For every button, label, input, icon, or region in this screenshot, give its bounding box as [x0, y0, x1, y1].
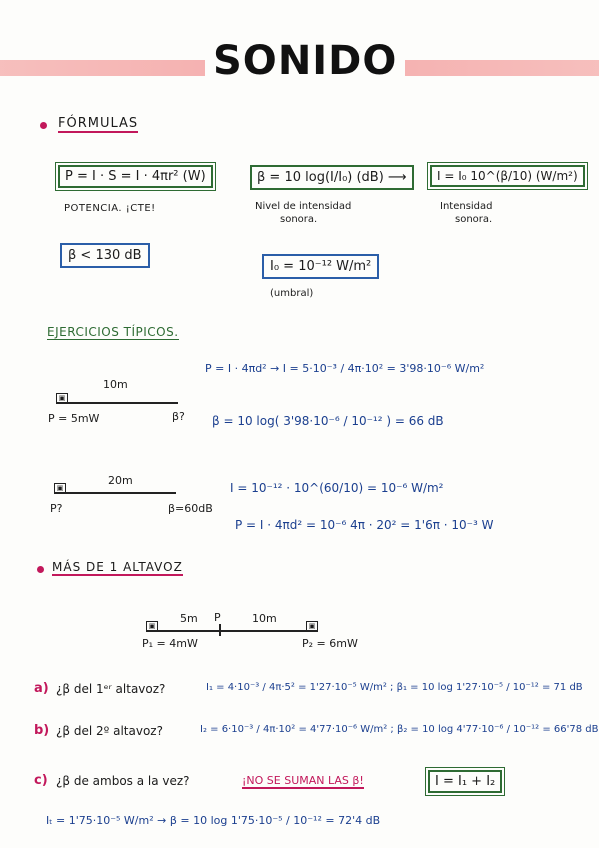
page-title: SONIDO	[205, 38, 405, 84]
ex3-p2: P₂ = 6mW	[302, 637, 358, 650]
formula-limite: β < 130 dB	[60, 243, 150, 268]
question-a-marker: a)	[34, 681, 49, 696]
distance-line	[146, 630, 318, 632]
label-intensidad-1: Intensidad	[440, 201, 493, 212]
question-c-marker: c)	[34, 773, 48, 788]
speaker-icon: ▣	[56, 393, 68, 404]
label-nivel-2: sonora.	[280, 214, 318, 225]
formula-umbral: I₀ = 10⁻¹² W/m²	[262, 254, 379, 279]
label-potencia: POTENCIA. ¡CTE!	[64, 203, 156, 214]
question-c: ¿β de ambos a la vez?	[56, 774, 190, 788]
ex2-beta: β=60dB	[168, 502, 213, 515]
formula-intensidad: I = I₀ 10^(β/10) (W/m²)	[430, 165, 585, 187]
question-b-marker: b)	[34, 723, 50, 738]
question-b: ¿β del 2º altavoz?	[56, 724, 163, 738]
ex3-d2: 10m	[252, 612, 277, 625]
label-intensidad-2: sonora.	[455, 214, 493, 225]
question-a: ¿β del 1ᵉʳ altavoz?	[56, 682, 166, 696]
ex1-power: P = 5mW	[48, 412, 100, 425]
warning-no-suman: ¡NO SE SUMAN LAS β!	[242, 774, 364, 787]
answer-b: I₂ = 6·10⁻³ / 4π·10² = 4'77·10⁻⁶ W/m² ; β₂ = 10 log 4'77·10⁻⁶ / 10⁻¹² = 66'78 dB	[200, 724, 599, 735]
label-nivel-1: Nivel de intensidad	[255, 201, 352, 212]
formula-potencia: P = I · S = I · 4πr² (W)	[58, 165, 213, 188]
bullet-dot	[40, 122, 47, 129]
ex3-d1: 5m	[180, 612, 198, 625]
ex2-distance: 20m	[108, 474, 133, 487]
ex1-eq1: P = I · 4πd² → I = 5·10⁻³ / 4π·10² = 3'98·10⁻⁶ W/m²	[205, 362, 485, 375]
ex1-eq2: β = 10 log( 3'98·10⁻⁶ / 10⁻¹² ) = 66 dB	[212, 414, 444, 428]
distance-line	[54, 492, 176, 494]
speaker-icon: ▣	[306, 621, 318, 632]
answer-c: Iₜ = 1'75·10⁻⁵ W/m² → β = 10 log 1'75·10⁻⁵ / 10⁻¹² = 72'4 dB	[46, 814, 381, 827]
speaker-icon: ▣	[54, 483, 66, 494]
speaker-icon: ▣	[146, 621, 158, 632]
distance-line	[56, 402, 178, 404]
ex2-power: P?	[50, 502, 63, 515]
ex3-point: P	[214, 611, 221, 624]
section-heading-mas: MÁS DE 1 ALTAVOZ	[52, 560, 183, 574]
point-tick	[219, 624, 221, 636]
answer-a: I₁ = 4·10⁻³ / 4π·5² = 1'27·10⁻⁵ W/m² ; β₁ = 10 log 1'27·10⁻⁵ / 10⁻¹² = 71 dB	[206, 682, 583, 693]
ex1-distance: 10m	[103, 378, 128, 391]
ex2-eq2: P = I · 4πd² = 10⁻⁶ 4π · 20² = 1'6π · 10⁻³ W	[235, 518, 494, 532]
ex1-beta: β?	[172, 410, 185, 423]
formula-sum-intensity: I = I₁ + I₂	[428, 770, 502, 793]
bullet-dot	[37, 566, 44, 573]
section-heading-ejercicios: EJERCICIOS TÍPICOS.	[47, 325, 179, 339]
section-heading-formulas: FÓRMULAS	[58, 116, 139, 131]
ex3-p1: P₁ = 4mW	[142, 637, 198, 650]
label-umbral: (umbral)	[270, 288, 314, 299]
formula-nivel: β = 10 log(I/I₀) (dB) ⟶	[250, 165, 414, 190]
ex2-eq1: I = 10⁻¹² · 10^(60/10) = 10⁻⁶ W/m²	[230, 481, 444, 495]
